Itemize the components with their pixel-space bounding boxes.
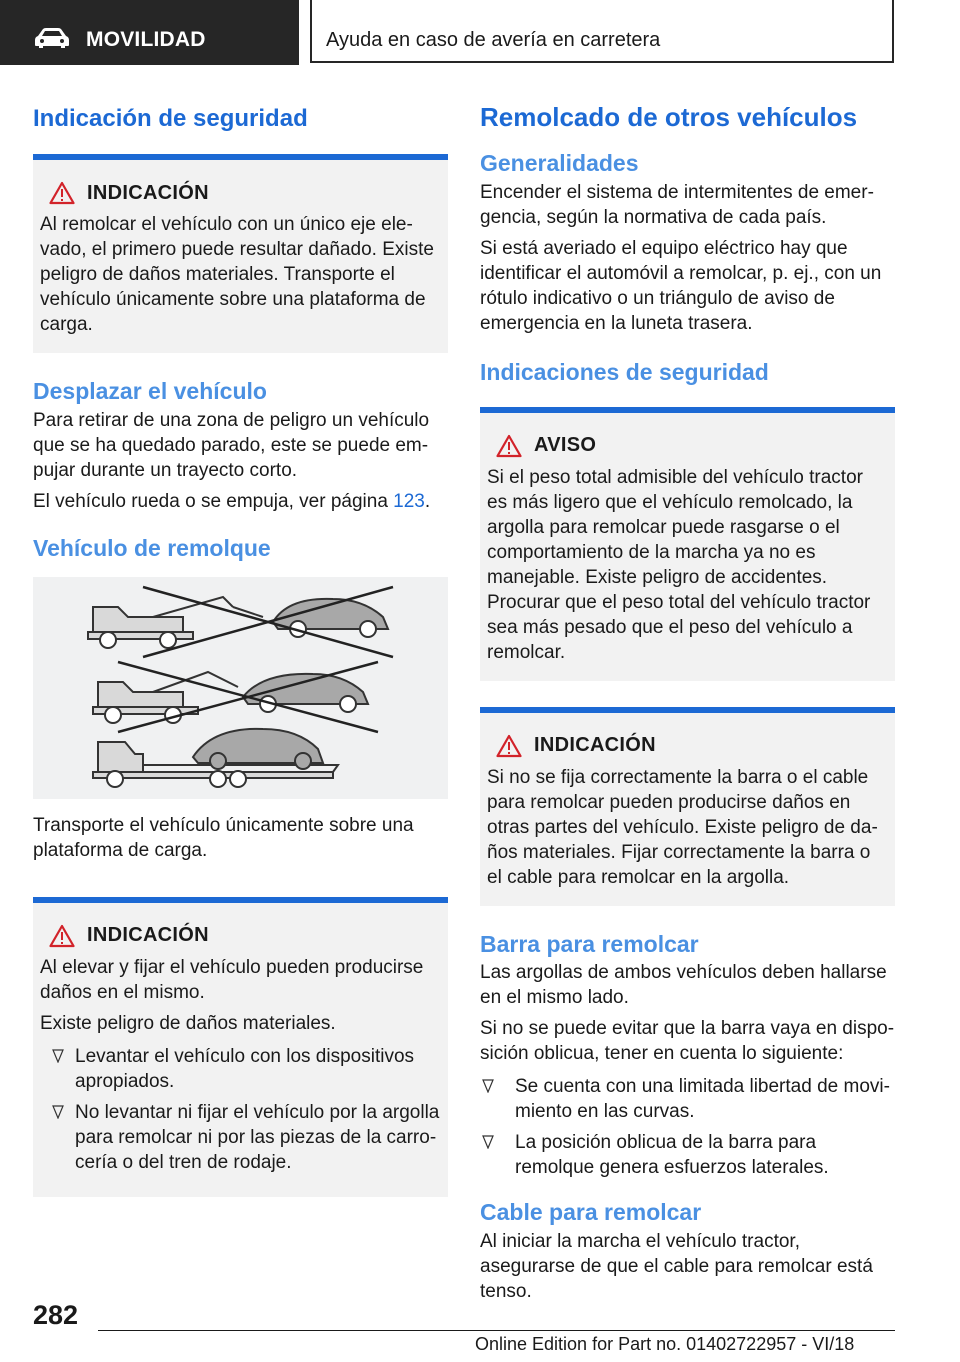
notice-text: Al elevar y fijar el vehículo pueden producirse daños en el mismo.: [40, 956, 424, 1003]
page-number: 282: [33, 1300, 79, 1330]
notice-text: Al remolcar el vehículo con un único eje elevado, el primero puede resultar dañado. Existe peligro de daños materiales. Transporte el vehículo únicamente sobre una plataforma de carga.: [40, 214, 434, 335]
heading-indicacion-seguridad: Indicación de seguridad: [33, 105, 308, 132]
notice-header: [40, 921, 441, 951]
warning-label: AVISO: [534, 434, 597, 457]
list-item: [40, 1100, 441, 1175]
truck-row-2: [93, 672, 368, 723]
heading-generalidades: Generalidades: [480, 150, 639, 177]
chapter-title-box: [310, 0, 894, 63]
bullet-triangle-icon: [482, 1079, 494, 1093]
notice-box: [33, 154, 448, 353]
list-item-text: Se cuenta con una limitada libertad de movimiento en las curvas.: [515, 1076, 890, 1123]
edition-info: Online Edition for Part no. 01402722957 - VI/18: [475, 1334, 855, 1354]
chapter-title: Ayuda en caso de avería en carretera: [326, 29, 661, 51]
list-item-text: No levantar ni fijar el vehículo por la argolla para remolcar ni por las piezas de la carrocería o del tren de rodaje.: [75, 1101, 440, 1173]
paragraph: Las argollas de ambos vehículos deben hallarse en el mismo lado.: [480, 962, 887, 1009]
section-tab: [0, 0, 299, 65]
heading-remolcado: Remolcado de otros vehículos: [480, 102, 858, 132]
notice-header: [40, 178, 441, 208]
text-span: .: [424, 490, 431, 512]
paragraph: Al iniciar la marcha el vehículo tractor, asegurarse de que el cable para remolcar está tenso.: [480, 1231, 873, 1303]
notice-text: Si no se fija correctamente la barra o el cable para remolcar pueden producirse daños en otras partes del vehículo. Existe peligro de daños materiales. Fijar correctamente la barra o el cable para remolcar en la argolla.: [487, 766, 878, 888]
notice-box: [480, 707, 895, 906]
warning-header: [487, 431, 888, 461]
truck-row-1: [88, 597, 388, 648]
heading-indicaciones-seguridad: Indicaciones de seguridad: [480, 358, 769, 385]
list-item: [480, 1074, 895, 1124]
notice-label: INDICACIÓN: [87, 924, 209, 946]
list-item-text: La posición oblicua de la barra para remolque genera esfuerzos laterales.: [515, 1132, 829, 1179]
bullet-triangle-icon: [482, 1135, 494, 1149]
bullet-list: [40, 1044, 441, 1175]
paragraph: Encender el sistema de intermitentes de emergencia, según la normativa de cada país.: [480, 181, 874, 228]
paragraph: Si no se puede evitar que la barra vaya en disposición oblicua, tener en cuenta lo siguiente:: [480, 1018, 895, 1065]
notice-box: [33, 897, 448, 1197]
figure-caption: Transporte el vehículo únicamente sobre una plataforma de carga.: [33, 814, 414, 861]
paragraph: Para retirar de una zona de peligro un vehículo que se ha quedado parado, este se puede empujar durante un trayecto corto.: [33, 409, 430, 481]
bullet-triangle-icon: [52, 1049, 64, 1063]
list-item: [40, 1044, 441, 1094]
section-label: MOVILIDAD: [86, 28, 206, 51]
heading-desplazar: Desplazar el vehículo: [33, 378, 267, 404]
paragraph: Si está averiado el equipo eléctrico hay que identificar el automóvil a remolcar, p. ej., con un rótulo indicativo o un triángulo de aviso de emergencia en la luneta trasera.: [480, 237, 882, 334]
notice-label: INDICACIÓN: [534, 734, 656, 757]
text-span: El vehículo rueda o se empuja, ver página: [33, 490, 394, 512]
page-header: [0, 0, 960, 65]
car-icon: [34, 27, 70, 49]
list-item-text: Levantar el vehículo con los dispositivos apropiados.: [75, 1045, 415, 1092]
tow-truck-diagram: [33, 577, 448, 799]
paragraph-page-ref: [33, 489, 448, 514]
tow-vehicle-illustration: [33, 577, 448, 799]
warning-icon: [49, 181, 75, 205]
notice-label: INDICACIÓN: [87, 181, 209, 204]
warning-icon: [49, 924, 75, 948]
warning-icon: [496, 734, 522, 758]
warning-text: Si el peso total admisible del vehículo tractor es más ligero que el vehículo remolcado, la argolla para remolcar puede rasgarse o el comportamiento de la marcha ya no es manejable. Existe peligro de accidentes. Procurar que el peso total del vehículo tractor sea más pesado que el peso del vehículo a remolcar.: [487, 466, 871, 663]
page-link[interactable]: 123: [393, 490, 425, 512]
warning-box: [480, 407, 895, 681]
list-item: [480, 1130, 895, 1180]
heading-remolque: Vehículo de remolque: [33, 534, 271, 561]
heading-cable: Cable para remolcar: [480, 1199, 702, 1226]
notice-header: [487, 731, 888, 761]
footer-divider: [98, 1330, 895, 1331]
flatbed-truck: [93, 728, 338, 786]
heading-barra: Barra para remolcar: [480, 930, 699, 957]
bullet-triangle-icon: [52, 1105, 64, 1119]
warning-icon: [496, 434, 522, 458]
notice-text: Existe peligro de daños materiales.: [40, 1012, 336, 1034]
bullet-list: [480, 1074, 895, 1180]
left-column: [33, 96, 448, 1197]
right-column: [480, 96, 895, 1304]
